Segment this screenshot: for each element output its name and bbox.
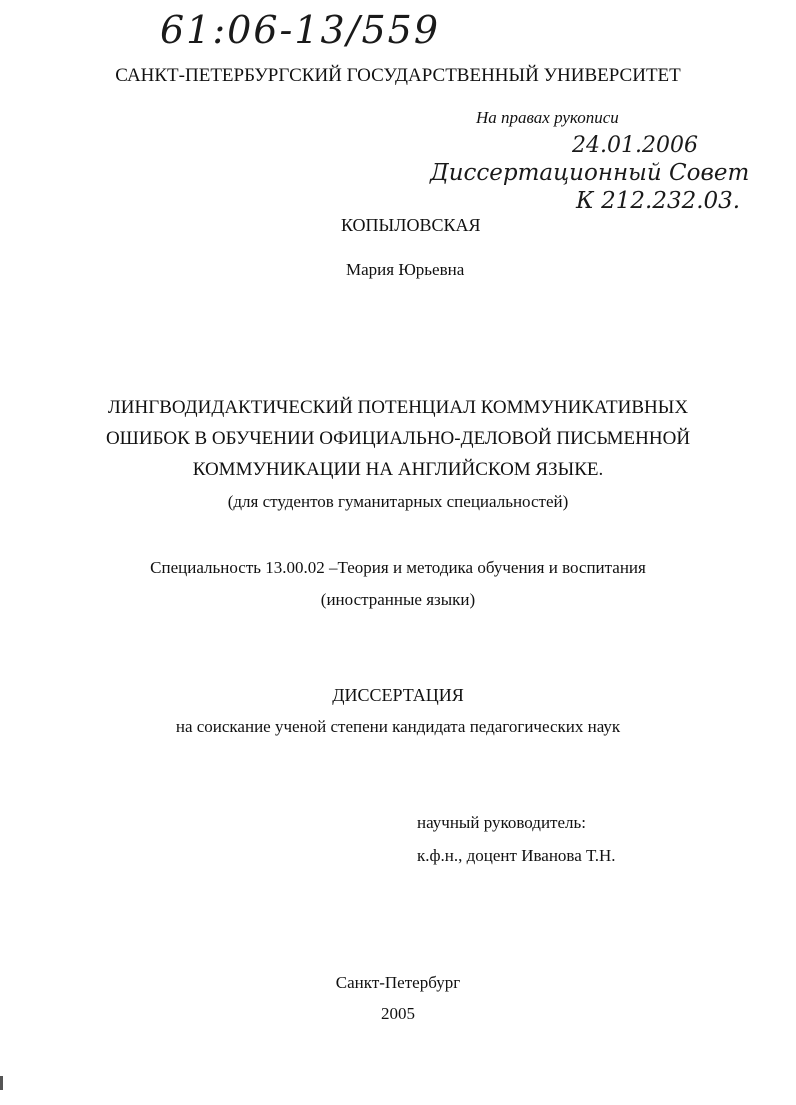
handwritten-date: 24.01.2006 (572, 133, 698, 158)
manuscript-rights-note: На правах рукописи (476, 108, 619, 127)
thesis-title-line-2: ОШИБОК В ОБУЧЕНИИ ОФИЦИАЛЬНО-ДЕЛОВОЙ ПИСЬМЕННОЙ (105, 428, 691, 449)
degree-statement: на соискание ученой степени кандидата педагогических наук (175, 717, 621, 736)
author-surname: КОПЫЛОВСКАЯ (341, 215, 481, 235)
handwritten-council-number: К 212.232.03. (576, 188, 741, 214)
thesis-title-line-1: ЛИНГВОДИДАКТИЧЕСКИЙ ПОТЕНЦИАЛ КОММУНИКАТИВНЫХ (107, 397, 689, 418)
city: Санкт-Петербург (335, 973, 461, 992)
thesis-title-line-3: КОММУНИКАЦИИ НА АНГЛИЙСКОМ ЯЗЫКЕ. (192, 459, 604, 480)
handwritten-archive-number: 61:06-13/559 (160, 8, 441, 52)
year: 2005 (381, 1004, 415, 1023)
specialty-line-2: (иностранные языки) (320, 590, 476, 609)
scan-edge-mark (0, 1076, 3, 1090)
thesis-subtitle: (для студентов гуманитарных специальностей) (227, 492, 569, 511)
specialty-line-1: Специальность 13.00.02 –Теория и методика обучения и воспитания (150, 558, 646, 577)
dissertation-heading: ДИССЕРТАЦИЯ (332, 685, 464, 705)
university-name: САНКТ-ПЕТЕРБУРГСКИЙ ГОСУДАРСТВЕННЫЙ УНИВЕРСИТЕТ (115, 65, 681, 86)
advisor-label: научный руководитель: (417, 813, 586, 832)
handwritten-council: Диссертационный Совет (430, 160, 750, 186)
author-given-names: Мария Юрьевна (346, 260, 465, 279)
advisor-name: к.ф.н., доцент Иванова Т.Н. (417, 846, 616, 865)
